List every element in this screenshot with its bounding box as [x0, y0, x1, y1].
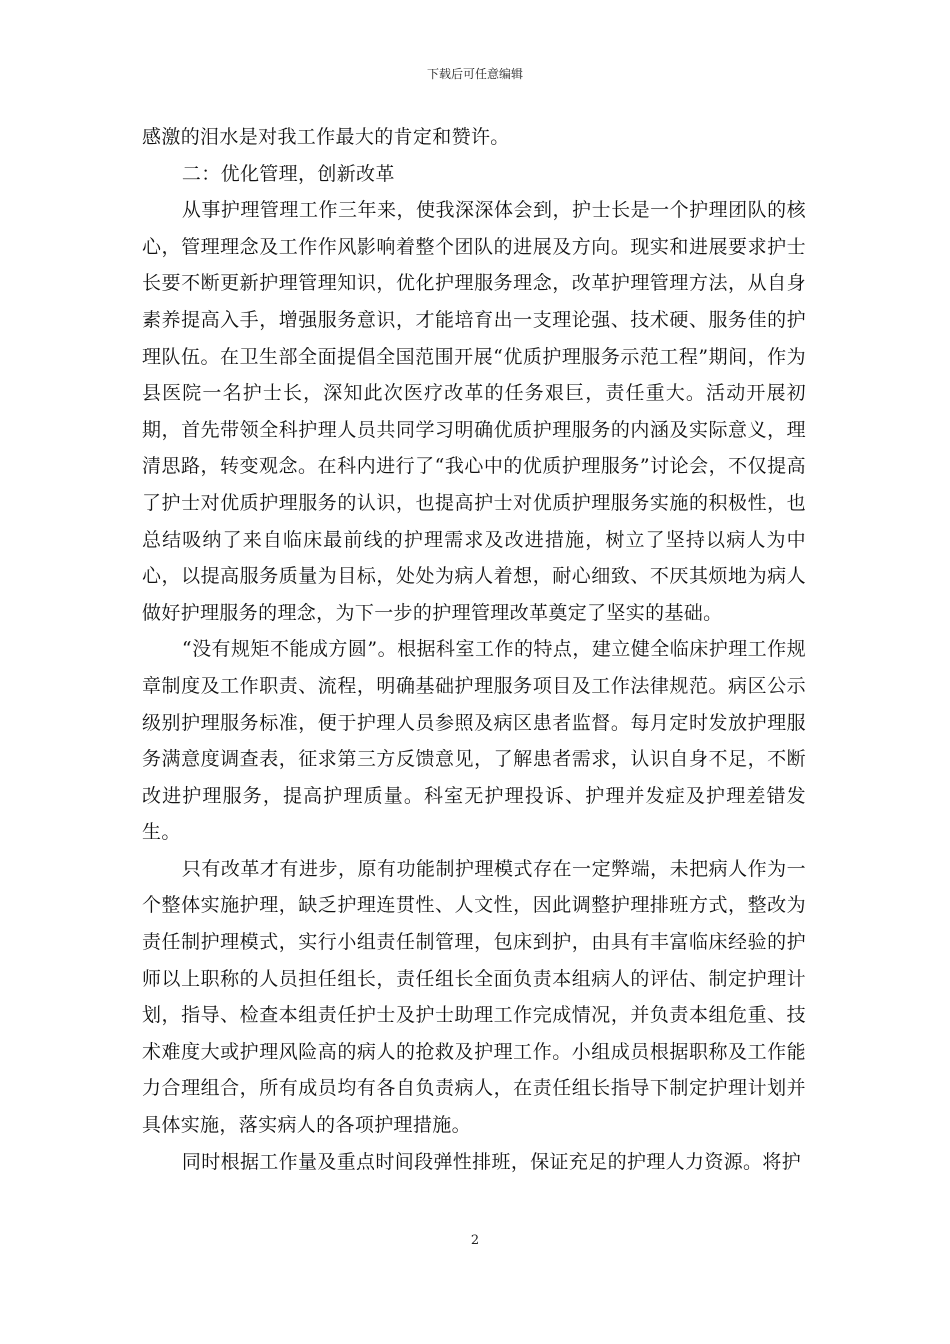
- paragraph: 从事护理管理工作三年来，使我深深体会到，护士长是一个护理团队的核心，管理理念及工作作风影响着整个团队的进展及方向。现实和进展要求护士长要不断更新护理管理知识，优化护理服务理念，改革护理管理方法，从自身素养提高入手，增强服务意识，才能培育出一支理论强、技术硬、服务佳的护理队伍。在卫生部全面提倡全国范围开展“优质护理服务示范工程”期间，作为县医院一名护士长，深知此次医疗改革的任务艰巨，责任重大。活动开展初期，首先带领全科护理人员共同学习明确优质护理服务的内涵及实际意义，理清思路，转变观念。在科内进行了“我心中的优质护理服务”讨论会，不仅提高了护士对优质护理服务的认识，也提高护士对优质护理服务实施的积极性，也总结吸纳了来自临床最前线的护理需求及改进措施，树立了坚持以病人为中心，以提高服务质量为目标，处处为病人着想，耐心细致、不厌其烦地为病人做好护理服务的理念，为下一步的护理管理改革奠定了坚实的基础。: [142, 199, 806, 624]
- paragraph: “没有规矩不能成方圆”。根据科室工作的特点，建立健全临床护理工作规章制度及工作职责、流程，明确基础护理服务项目及工作法律规范。病区公示级别护理服务标准，便于护理人员参照及病区患者监督。每月定时发放护理服务满意度调查表，征求第三方反馈意见，了解患者需求，认识自身不足，不断改进护理服务，提高护理质量。科室无护理投诉、护理并发症及护理差错发生。: [142, 638, 806, 844]
- document-body: [142, 119, 806, 1180]
- paragraph-continuation: 感激的泪水是对我工作最大的肯定和赞许。: [142, 126, 510, 148]
- paragraph: 只有改革才有进步，原有功能制护理模式存在一定弊端，未把病人作为一个整体实施护理，缺乏护理连贯性、人文性，因此调整护理排班方式，整改为责任制护理模式，实行小组责任制管理，包床到护，由具有丰富临床经验的护师以上职称的人员担任组长，责任组长全面负责本组病人的评估、制定护理计划，指导、检查本组责任护士及护士助理工作完成情况，并负责本组危重、技术难度大或护理风险高的病人的抢救及护理工作。小组成员根据职称及工作能力合理组合，所有成员均有各自负责病人，在责任组长指导下制定护理计划并具体实施，落实病人的各项护理措施。: [142, 857, 806, 1137]
- page-header: 下载后可任意编辑: [426, 67, 523, 81]
- paragraph: 同时根据工作量及重点时间段弹性排班，保证充足的护理人力资源。将护: [181, 1150, 802, 1173]
- section-heading: 二：优化管理，创新改革: [181, 162, 395, 185]
- page-number: 2: [470, 1233, 480, 1248]
